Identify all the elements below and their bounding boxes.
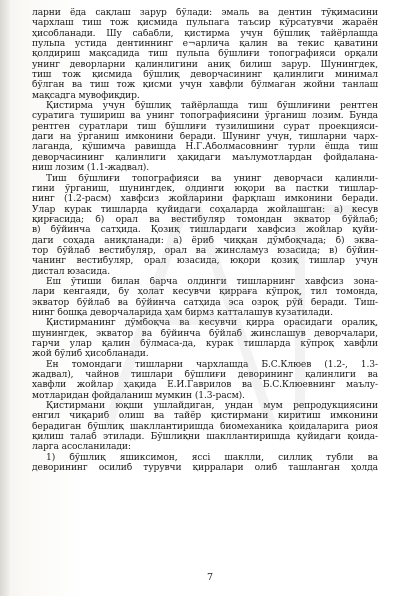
text-line: нинг (1.2-расм) хавфсиз жойларини фарқлаш имконини беради. [32,194,378,205]
text-line: Қистирма учун бўшлиқ тайёрлашда тиш бўшлиғини рентген [46,101,378,112]
text-line: деворининг осилиб турувчи қирралари олиб ташланган ҳолда [32,463,378,474]
text-line: тиш тож қисмида бўшлиқ деворчасининг қалинлиги минимал [32,70,378,81]
text-line: шунингдек, экватор ва бўйинча бўйлаб жинслашув деворчалари, [32,328,378,339]
text-line: қолдириш мақсадида тиш пульпа бўшлиғи топографияси орқали [32,49,378,60]
text-line: қирғасида; б) орал ва вестибуляр томондан экватор бўйлаб; [32,214,378,225]
text-line: Тиш бўшлиғи топографияси ва унинг деворчаси қалинли- [46,173,378,184]
text-line: дистал юзасида. [32,266,111,277]
text-line: хавфли жойлар ҳақида Е.И.Гаврилов ва Б.С.Клюевнинг маълу- [32,380,378,391]
text-line: қилиш талаб этилади. Бўшлиқни шакллантиришда қуйидаги қоида- [32,432,378,443]
text-line: Ён томондаги тишларни чархлашда Б.С.Клюев (1.2-, 1.3- [46,359,378,370]
body-text [32,8,378,473]
text-line: рентген суратлари тиш бўшлиғи тузилишини сурат проекцияси- [32,121,378,132]
text-line: 1) бўшлиқ яшиксимон, яссі шаклли, силлиқ тубли ва [46,452,378,463]
text-line: лари кенгаяди, бу ҳолат кесувчи қирраға кўпроқ, тил томонда, [32,287,378,298]
text-line: лаганда, қўшимча равишда Н.Г.Аболмасовнинг турли ёшда тиш [32,142,378,153]
text-line: ларни ёда сақлаш зарур бўлади: эмаль ва дентин тўқимасини [32,8,378,18]
text-line: экватор бўйлаб ва бўйинча сатҳида эса озроқ рўй беради. Тиш- [32,297,378,308]
text-line: гини ўрганиш, шунингдек, олдинги юқори ва пастки тишлар- [32,183,378,194]
page-number: 7 [206,572,214,583]
text-line: в) бўйинча сатҳида. Қозиқ тишлардаги хавфсиз жойлар қуйи- [32,225,378,236]
page-gutter-shadow [0,0,10,596]
text-line: Қистирманинг дўмбоқча ва кесувчи қирра орасидаги оралиқ, [46,318,378,329]
text-line: жадвал), чайнов тишлари бўшлиғи деворининг қалинлиги ва [32,370,378,381]
text-line: пульпа устида дентиннинг е¬арлича қалин ва текис қаватини [32,39,378,50]
text-line: чанинг вестибуляр, орал юзасида, юқори қозиқ тишлар учун [32,256,378,267]
text-line: Улар курак тишларда қуйидаги соҳаларда жойлашган: а) кесув [32,204,378,215]
text-line: берадиган бўшлиқ шакллантиришда биомеханика қоидаларига риоя [32,421,378,432]
text-line: даги соҳада аниқланади: а) ёриб чиққан дўмбоқчада; б) эква- [32,235,378,246]
text-line: ниш лозим (1.1-жадвал). [32,163,150,174]
text-line: тор бўйлаб вестибуляр, орал ва жинсламуз юзасида; в) бўйин- [32,245,378,256]
text-line: чархлаш тиш тож қисмида пульпага таъсир кўрсатувчи жараён [32,18,378,29]
text-line: гарчи улар қалин бўлмаса-да, курак тишларда кўпроқ хавфли [32,339,378,349]
text-line: бўлган ва тиш тож қисми учун хавфли бўлмаган жойни танлаш [32,80,378,91]
text-line: ҳисобланади. Шу сабабли, қистирма учун бўшлиқ тайёрлашда [32,28,378,39]
text-line: Ёш ўтиши билан барча олдинги тишларнинг хавфсиз зона- [46,276,378,287]
text-line: деворчасининг қалинлиги ҳақидаги маълумотлардан фойдалана- [32,152,378,163]
text-line: Қистирмани юқши ушлайдиган, ундан мум репродукциясини [46,401,378,412]
text-line: нинг бошқа деворчаларида ҳам бирмз катталашув кузатилади. [32,307,333,318]
text-line: мотларидан фойдаланиш мумкин (1.3-расм). [32,390,245,401]
text-line: енгил чиқариб олиш ва тайёр қистирмани киритиш имконини [32,411,378,422]
text-line: жой бўлиб ҳисобланади. [32,349,149,360]
text-line: унинг деворларни қалинлигини аниқ билиш зарур. Шунингдек, [32,59,378,70]
text-line: суратига тушириш ва унинг топографиясини ўрганиш лозим. Бунда [32,111,378,122]
text-line: мақсадга мувофиқдир. [32,90,140,101]
text-line: ларга асосланилади: [32,442,131,453]
text-line: даги на ўрганиш имконини беради. Шунинг учун, тишларни чарх- [32,132,378,143]
